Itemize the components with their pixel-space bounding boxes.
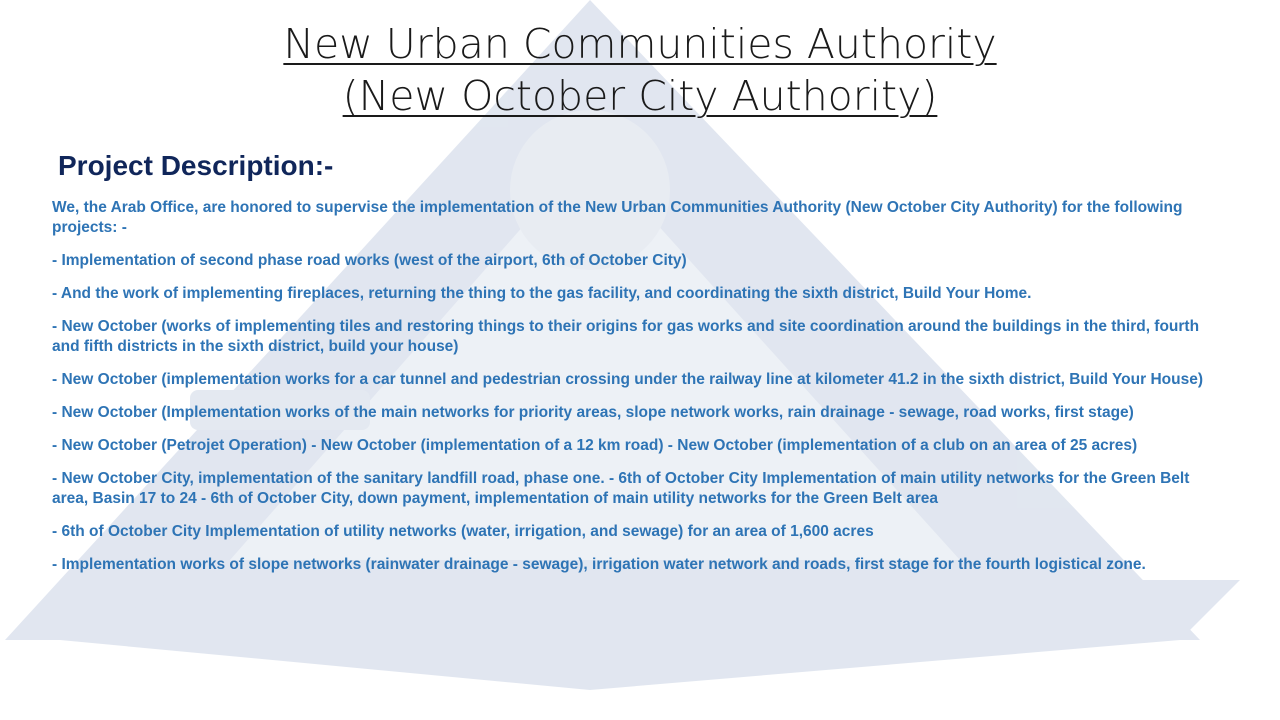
project-item: - New October City, implementation of the sanitary landfill road, phase one. - 6th of October City Implementation of main utility networks for the Green Belt area, Basin 17 to 24 - 6th of October City, down payment, implementation of main utility networks for the Green Belt area — [52, 470, 1190, 507]
project-description-body — [52, 198, 1222, 588]
title-line-2 — [0, 70, 1280, 122]
project-item: - New October (implementation works for a car tunnel and pedestrian crossing under the railway line at kilometer 41.2 in the sixth district, Build Your House) — [52, 371, 1203, 388]
slide-title — [0, 18, 1280, 122]
project-item: - 6th of October City Implementation of utility networks (water, irrigation, and sewage) for an area of 1,600 acres — [52, 523, 874, 540]
project-item: - New October (works of implementing tiles and restoring things to their origins for gas works and site coordination around the buildings in the third, fourth and fifth districts in the sixth district, build your house) — [52, 318, 1200, 355]
project-item: - Implementation of second phase road works (west of the airport, 6th of October City) — [52, 252, 687, 269]
intro-paragraph: We, the Arab Office, are honored to supervise the implementation of the New Urban Communities Authority (New October City Authority) for the following projects: - — [52, 199, 1183, 236]
title-line-1-text: New Urban Communities Authority — [283, 20, 997, 68]
project-item: - And the work of implementing fireplaces, returning the thing to the gas facility, and coordinating the sixth district, Build Your Home. — [52, 285, 1032, 302]
project-item: - Implementation works of slope networks (rainwater drainage - sewage), irrigation water network and roads, first stage for the fourth logistical zone. — [52, 556, 1146, 573]
project-item: - New October (Petrojet Operation) - New October (implementation of a 12 km road) - New October (implementation of a club on an area of 25 acres) — [52, 437, 1138, 454]
project-item: - New October (Implementation works of the main networks for priority areas, slope network works, rain drainage - sewage, road works, first stage) — [52, 404, 1134, 421]
title-line-2-text: (New October City Authority) — [342, 72, 938, 120]
section-heading: Project Description:- — [58, 150, 334, 181]
title-line-1 — [0, 18, 1280, 70]
